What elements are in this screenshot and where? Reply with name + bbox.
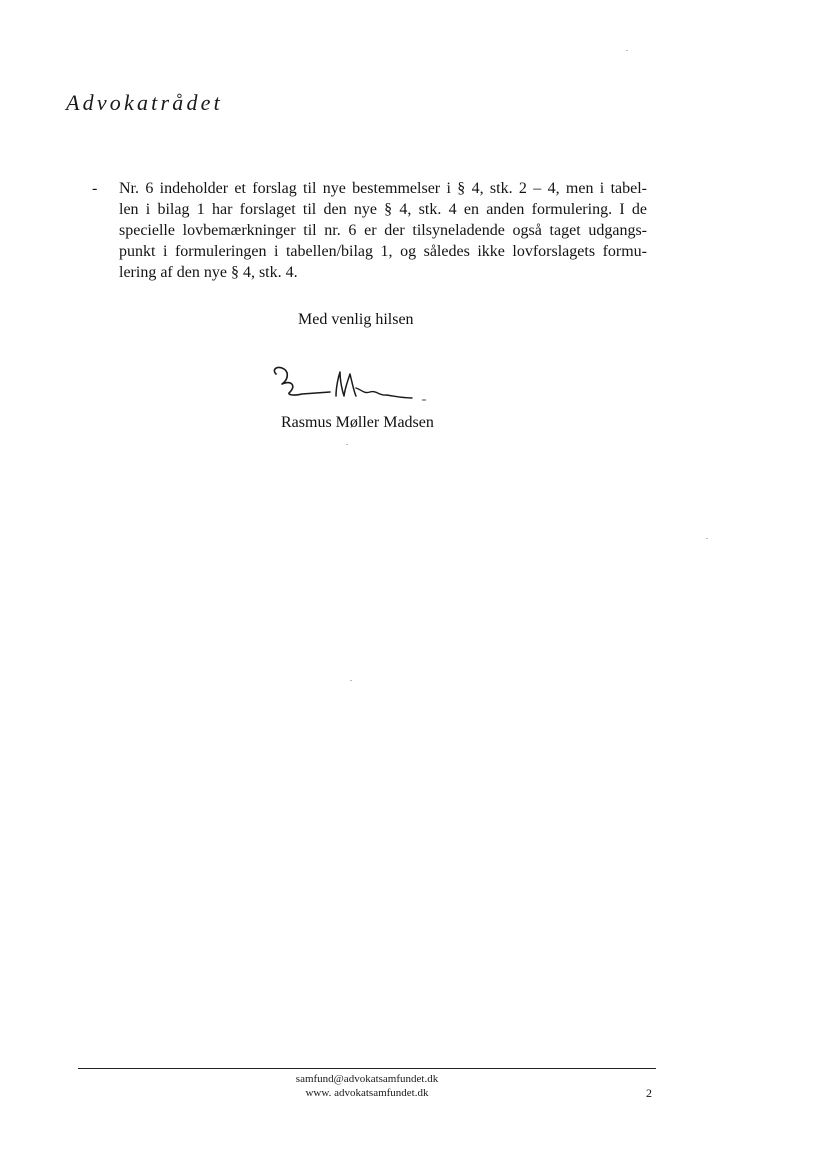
footer-website: www. advokatsamfundet.dk <box>305 1087 429 1099</box>
organization-header: Advokatrådet <box>66 90 223 115</box>
scan-speck <box>706 538 708 539</box>
footer-email: samfund@advokatsamfundet.dk <box>295 1073 439 1085</box>
paragraph-line: len i bilag 1 har forslaget til den nye § 4, stk. 4 en anden formulering. I de <box>119 201 647 218</box>
page-number: 2 <box>646 1086 652 1100</box>
scan-speck <box>626 50 628 51</box>
paragraph-line: specielle lovbemærkninger til nr. 6 er der tilsyneladende også taget udgangs- <box>119 222 647 239</box>
signer-name: Rasmus Møller Madsen <box>281 414 434 431</box>
paragraph-line: punkt i formuleringen i tabellen/bilag 1, og således ikke lovforslagets formu- <box>119 243 647 260</box>
closing-greeting: Med venlig hilsen <box>298 311 414 328</box>
paragraph-line: Nr. 6 indeholder et forslag til nye bestemmelser i § 4, stk. 2 – 4, men i tabel- <box>119 180 647 197</box>
body-paragraph <box>119 178 647 283</box>
signature-icon <box>266 362 436 408</box>
paragraph-line: lering af den nye § 4, stk. 4. <box>119 264 298 281</box>
footer-divider <box>78 1068 656 1069</box>
scan-speck <box>350 680 352 681</box>
scan-speck <box>346 444 348 445</box>
bullet-marker: - <box>92 180 98 197</box>
